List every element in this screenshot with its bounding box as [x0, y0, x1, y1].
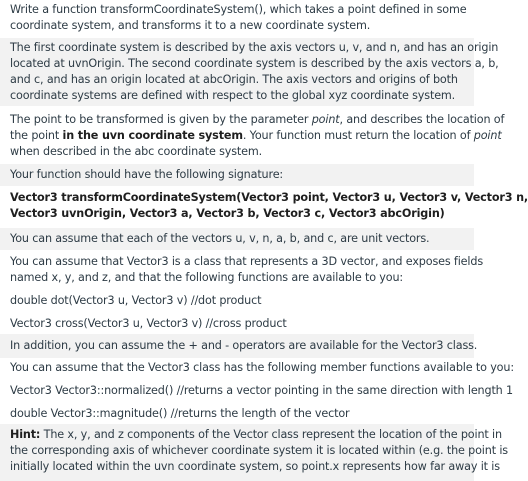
hint-line-1-text: The x, y, and z components of the Vector class represent the location of the point in: [40, 428, 502, 441]
magnitude-function: double Vector3::magnitude() //returns the length of the vector: [10, 407, 350, 420]
systems-line-1: The first coordinate system is described by the axis vectors u, v, and n, and has an origin: [10, 41, 499, 54]
operators-note: In addition, you can assume the + and - operators are available for the Vector3 class.: [0, 334, 474, 358]
signature-intro: Your function should have the following signature:: [0, 164, 474, 186]
point-param-emphasis: point: [311, 113, 340, 126]
dot-function: double dot(Vector3 u, Vector3 v) //dot product: [10, 294, 262, 307]
signature-line-2: Vector3 uvnOrigin, Vector3 a, Vector3 b, Vector3 c, Vector3 abcOrigin): [10, 207, 445, 220]
hint-line-2: the corresponding axis of whichever coordinate system it is located within (e.g. the point is: [10, 444, 508, 457]
uvn-system-emphasis: in the uvn coordinate system: [62, 129, 243, 142]
point-line-1-text-a: The point to be transformed is given by the parameter: [10, 113, 312, 126]
hint-label: Hint:: [10, 428, 41, 441]
hint-line-3: initially located within the uvn coordinate system, so point.x represents how far away it is: [10, 460, 500, 473]
systems-line-3: and c, and has an origin located at abcOrigin. The axis vectors and origins of both: [10, 73, 458, 86]
coordinate-systems-paragraph: [0, 38, 499, 106]
member-functions-intro: You can assume that the Vector3 class has the following member functions available to you:: [10, 361, 514, 374]
point-line-2: [10, 128, 502, 144]
intro-line-1: Write a function transformCoordinateSystem(), which takes a point defined in some: [10, 3, 467, 16]
point-line-3: when described in the abc coordinate system.: [10, 145, 263, 158]
vector3-line-1: You can assume that Vector3 is a class that represents a 3D vector, and exposes fields: [10, 255, 484, 268]
function-signature: [0, 190, 528, 222]
unit-vectors-note: You can assume that each of the vectors u, v, n, a, b, and c, are unit vectors.: [0, 228, 474, 250]
normalized-function: Vector3 Vector3::normalized() //returns a vector pointing in the same direction with length 1: [10, 384, 513, 397]
systems-line-2: located at uvnOrigin. The second coordinate system is described by the axis vectors a, b,: [10, 57, 499, 70]
signature-line-1: Vector3 transformCoordinateSystem(Vector3 point, Vector3 u, Vector3 v, Vector3 n,: [10, 191, 528, 204]
point-line-1-text-b: , and describes the location of: [339, 113, 505, 126]
cross-function: Vector3 cross(Vector3 u, Vector3 v) //cross product: [10, 317, 287, 330]
systems-line-4: coordinate systems are defined with respect to the global xyz coordinate system.: [10, 89, 456, 102]
point-line-1: [10, 112, 505, 128]
point-paragraph: [0, 112, 505, 160]
point-line-2-text-a: the point: [10, 129, 63, 142]
vector3-description: [0, 254, 484, 286]
hint-paragraph: [0, 424, 508, 481]
point-return-emphasis: point: [473, 129, 502, 142]
point-line-2-text-b: . Your function must return the location of: [242, 129, 474, 142]
vector3-line-2: named x, y, and z, and that the following functions are available to you:: [10, 271, 404, 284]
hint-line-1: [10, 427, 502, 443]
intro-paragraph: [0, 2, 474, 34]
intro-line-2: coordinate system, and transforms it to a new coordinate system.: [10, 19, 371, 32]
